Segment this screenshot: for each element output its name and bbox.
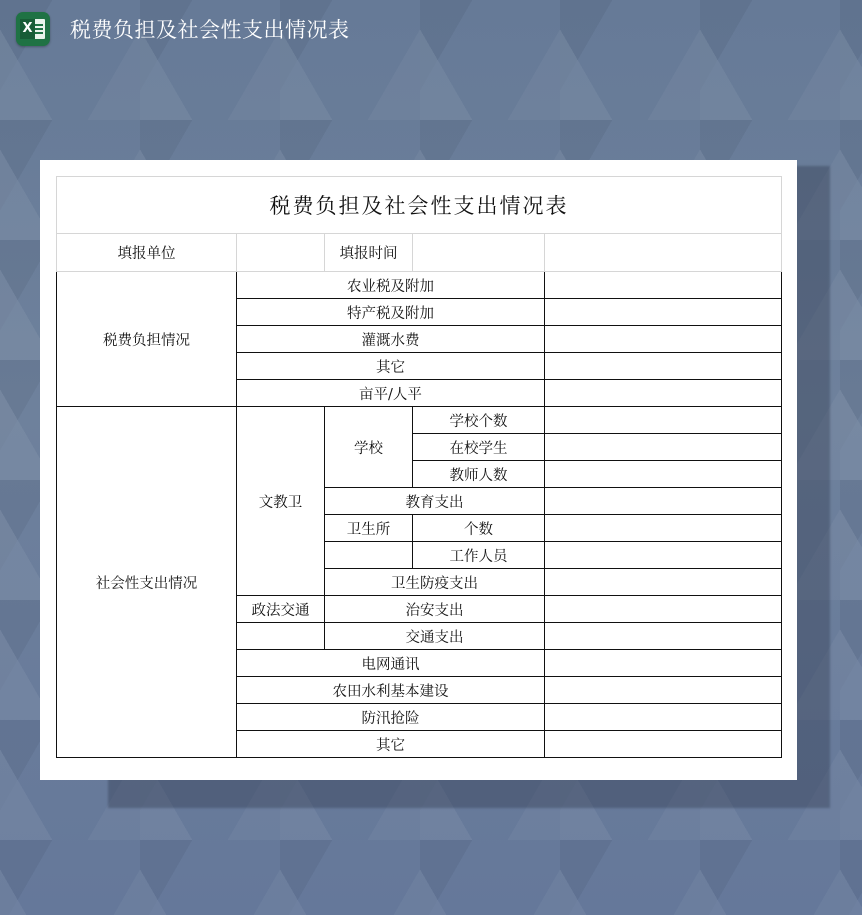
security-expense-label: 治安支出 [325, 596, 545, 623]
education-expense-label: 教育支出 [325, 488, 545, 515]
security-expense-value[interactable] [545, 596, 782, 623]
unit-label: 填报单位 [57, 234, 237, 272]
window-title: 税费负担及社会性支出情况表 [70, 18, 350, 42]
tax-item-value[interactable] [545, 380, 782, 407]
tax-item-label: 亩平/人平 [237, 380, 545, 407]
other-item-label: 电网通讯 [237, 650, 545, 677]
tax-item-label: 灌溉水费 [237, 326, 545, 353]
clinic-item-value[interactable] [545, 515, 782, 542]
tax-item-value[interactable] [545, 326, 782, 353]
time-value[interactable] [413, 234, 545, 272]
unit-value[interactable] [237, 234, 325, 272]
wenjiaowei-label: 文教卫 [237, 407, 325, 596]
school-item-value[interactable] [545, 407, 782, 434]
zhengfa-blank [237, 623, 325, 650]
other-item-value[interactable] [545, 731, 782, 758]
spreadsheet-page [40, 160, 797, 780]
title-bar [0, 0, 862, 60]
school-item-label: 学校个数 [413, 407, 545, 434]
clinic-item-label: 个数 [413, 515, 545, 542]
clinic-item-value[interactable] [545, 542, 782, 569]
other-item-label: 防汛抢险 [237, 704, 545, 731]
tax-item-value[interactable] [545, 272, 782, 299]
school-item-label: 教师人数 [413, 461, 545, 488]
header-blank [545, 234, 782, 272]
school-item-value[interactable] [545, 434, 782, 461]
school-item-label: 在校学生 [413, 434, 545, 461]
other-item-value[interactable] [545, 650, 782, 677]
form-title: 税费负担及社会性支出情况表 [57, 177, 782, 234]
school-item-value[interactable] [545, 461, 782, 488]
traffic-expense-value[interactable] [545, 623, 782, 650]
form-table [56, 176, 782, 758]
other-item-value[interactable] [545, 704, 782, 731]
tax-item-label: 其它 [237, 353, 545, 380]
other-item-value[interactable] [545, 677, 782, 704]
education-expense-value[interactable] [545, 488, 782, 515]
time-label: 填报时间 [325, 234, 413, 272]
other-item-label: 其它 [237, 731, 545, 758]
tax-item-label: 特产税及附加 [237, 299, 545, 326]
clinic-label: 卫生所 [325, 515, 413, 542]
excel-icon: X [16, 12, 50, 46]
clinic-item-label: 工作人员 [413, 542, 545, 569]
zhengfa-label: 政法交通 [237, 596, 325, 623]
epidemic-expense-label: 卫生防疫支出 [325, 569, 545, 596]
tax-item-label: 农业税及附加 [237, 272, 545, 299]
epidemic-expense-value[interactable] [545, 569, 782, 596]
tax-section-label: 税费负担情况 [57, 272, 237, 407]
tax-item-value[interactable] [545, 353, 782, 380]
social-section-label: 社会性支出情况 [57, 407, 237, 758]
school-label: 学校 [325, 407, 413, 488]
other-item-label: 农田水利基本建设 [237, 677, 545, 704]
traffic-expense-label: 交通支出 [325, 623, 545, 650]
tax-item-value[interactable] [545, 299, 782, 326]
clinic-blank [325, 542, 413, 569]
